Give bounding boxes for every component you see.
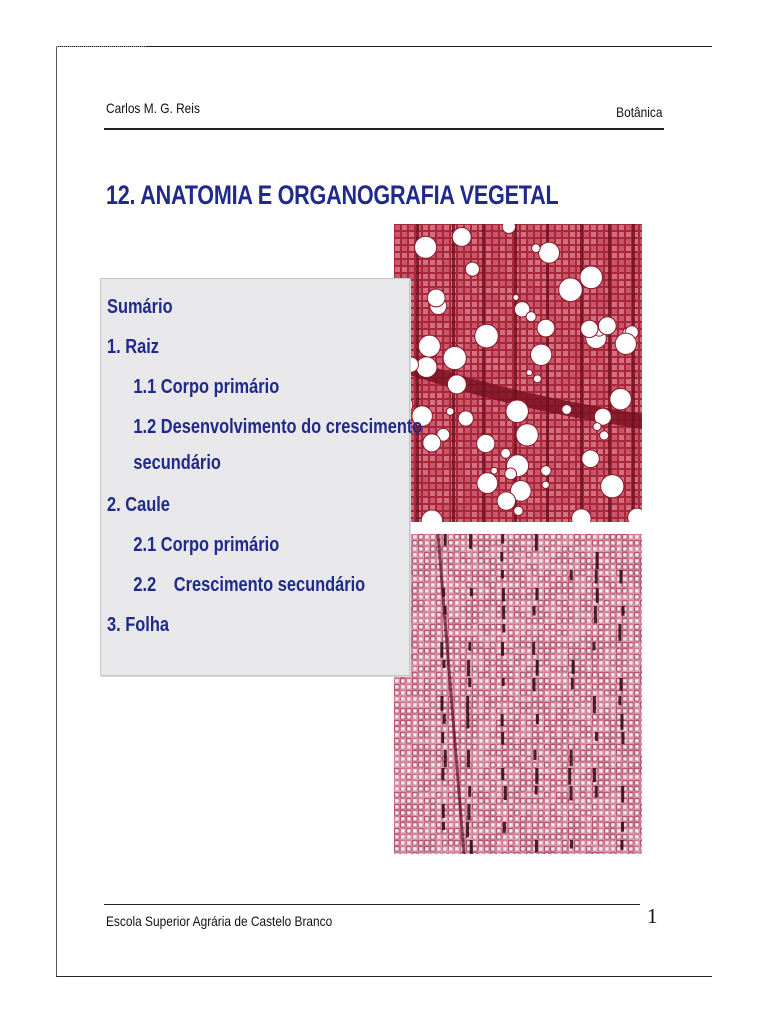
page-number: 1: [647, 904, 658, 928]
summary-item-caule-crescimento: [107, 565, 395, 605]
corner-mark: [56, 46, 146, 49]
micrograph-panel: [394, 200, 642, 854]
summary-box: [100, 278, 423, 676]
summary-item-caule-corpo-primario: 2.1 Corpo primário: [133, 533, 280, 556]
header-rule: [104, 128, 664, 130]
summary-heading: Sumário: [107, 295, 173, 318]
footer-rule: [104, 904, 640, 905]
summary-item-text: Crescimento secundário: [173, 573, 366, 596]
micrograph-bottom-image: [394, 534, 642, 854]
header-author: Carlos M. G. Reis: [106, 100, 200, 116]
summary-item-raiz-corpo-primario: 1.1 Corpo primário: [133, 375, 280, 398]
summary-item-raiz: 1. Raiz: [107, 335, 159, 358]
summary-item-number: 2.2: [133, 573, 157, 596]
summary-item-folha: 3. Folha: [107, 613, 169, 636]
page-title: 12. ANATOMIA E ORGANOGRAFIA VEGETAL: [106, 180, 559, 210]
summary-list: [107, 287, 423, 645]
footer-school: Escola Superior Agrária de Castelo Branco: [106, 913, 333, 929]
header-subject: Botânica: [615, 104, 662, 120]
summary-item-caule: 2. Caule: [107, 493, 170, 516]
summary-item-raiz-crescimento: 1.2 Desenvolvimento do crescimento secundário: [133, 415, 423, 474]
